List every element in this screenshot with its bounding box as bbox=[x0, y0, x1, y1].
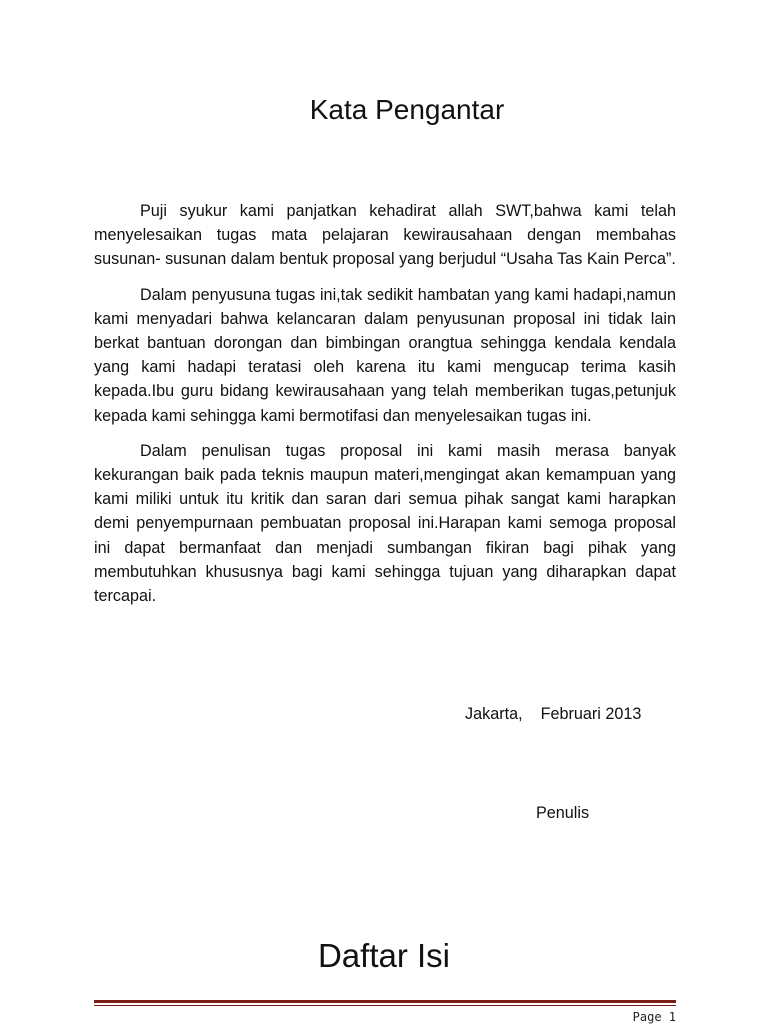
page-number: Page 1 bbox=[632, 1010, 676, 1024]
footer-rule bbox=[94, 1000, 676, 1003]
place-date: Jakarta, Februari 2013 bbox=[465, 705, 642, 723]
next-section-heading: Daftar Isi bbox=[317, 937, 451, 974]
page-title: Kata Pengantar bbox=[309, 94, 505, 125]
paragraph-3: Dalam penulisan tugas proposal ini kami masih merasa banyak kekurangan baik pada teknis maupun materi,mengingat akan kemampuan yang kami miliki untuk itu kritik dan saran dari semua pihak sangat kami harapkan demi penyempurnaan pembuatan proposal ini.Harapan kami semoga proposal ini dapat bermanfaat dan menjadi sumbangan fikiran bagi pihak yang membutuhkan khususnya bagi kami sehingga tujuan yang diharapkan dapat tercapai. bbox=[94, 441, 676, 606]
preface-body bbox=[94, 199, 676, 619]
author-signature: Penulis bbox=[536, 804, 590, 822]
paragraph-2: Dalam penyusuna tugas ini,tak sedikit hambatan yang kami hadapi,namun kami menyadari bahwa kelancaran dalam penyusunan proposal ini tidak lain berkat bantuan dorongan dan bimbingan orangtua sehingga kendala kendala yang kami hadapi teratasi oleh karena itu kami mengucap terima kasih kepada.Ibu guru bidang kewirausahaan yang telah memberikan tugas,petunjuk kepada kami sehingga kami bermotifasi dan menyelesaikan tugas ini. bbox=[94, 285, 676, 425]
footer-rule-secondary bbox=[94, 1005, 676, 1006]
paragraph-1: Puji syukur kami panjatkan kehadirat allah SWT,bahwa kami telah menyelesaikan tugas mata pelajaran kewirausahaan dengan membahas susunan- susunan dalam bentuk proposal yang berjudul “Usaha Tas Kain Perca”. bbox=[94, 202, 676, 269]
